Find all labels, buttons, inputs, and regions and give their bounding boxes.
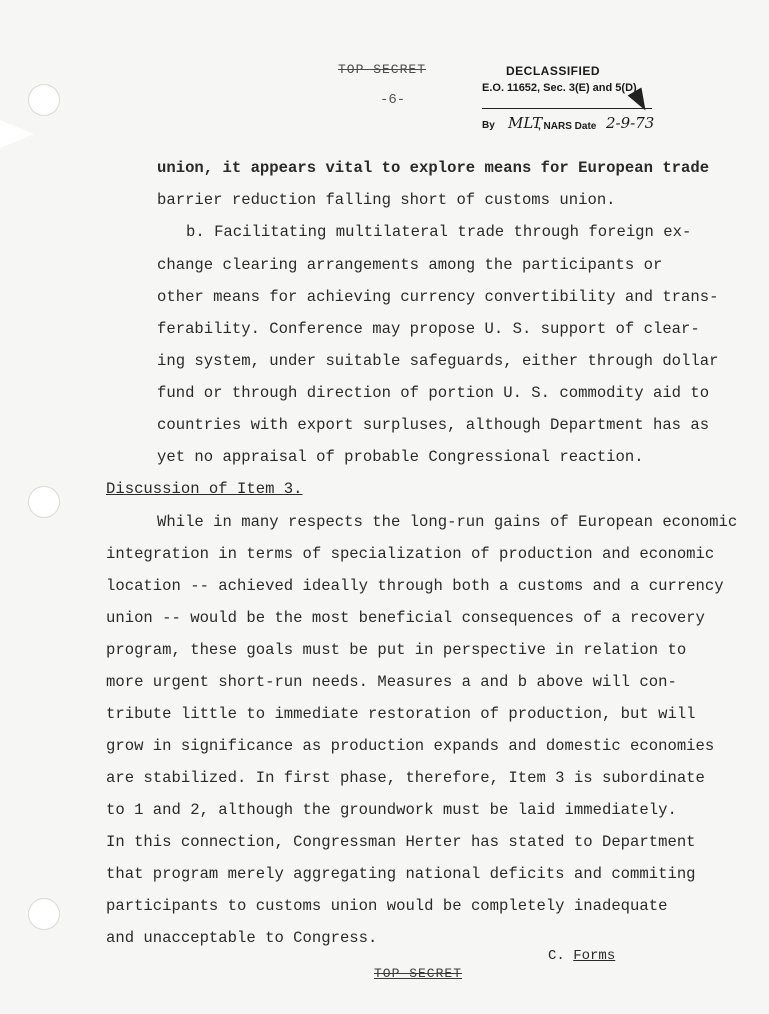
- next-section-prefix: C.: [548, 948, 565, 964]
- footer-classification: TOP SECRET: [374, 966, 463, 981]
- discussion-line: program, these goals must be put in perspective in relation to: [106, 641, 687, 659]
- stamp-date: 2-9-73: [606, 114, 655, 132]
- discussion-line: participants to customs union would be completely inadequate: [106, 897, 668, 915]
- body-line: countries with export surpluses, although Department has as: [157, 416, 710, 434]
- body-line: union, it appears vital to explore means for European trade: [157, 159, 710, 177]
- stamp-title: DECLASSIFIED: [506, 64, 601, 78]
- body-line: ing system, under suitable safeguards, either through dollar: [157, 352, 719, 370]
- body-line: ferability. Conference may propose U. S. support of clear-: [157, 320, 700, 338]
- header-classification: TOP SECRET: [338, 62, 427, 77]
- discussion-line: integration in terms of specialization of production and economic: [106, 545, 715, 563]
- discussion-line: location -- achieved ideally through both a customs and a currency: [106, 577, 724, 595]
- next-section-word: Forms: [573, 948, 616, 964]
- body-line: yet no appraisal of probable Congressional reaction.: [157, 448, 644, 466]
- discussion-line: and unacceptable to Congress.: [106, 929, 378, 947]
- section-heading: Discussion of Item 3.: [106, 480, 303, 498]
- stamp-by-label: By: [482, 120, 495, 131]
- page-number: -6-: [380, 92, 406, 108]
- stamp-nars-label: , NARS Date: [538, 121, 597, 132]
- next-section-reference: [548, 948, 615, 964]
- discussion-line: union -- would be the most beneficial consequences of a recovery: [106, 609, 705, 627]
- punch-hole: [28, 486, 60, 518]
- discussion-line: tribute little to immediate restoration of production, but will: [106, 705, 696, 723]
- punch-hole: [28, 898, 60, 930]
- discussion-line: In this connection, Congressman Herter has stated to Department: [106, 833, 696, 851]
- stamp-authority: E.O. 11652, Sec. 3(E) and 5(D): [482, 82, 637, 94]
- page-corner-fold: [0, 120, 34, 148]
- punch-hole: [28, 84, 60, 116]
- body-line: other means for achieving currency convertibility and trans-: [157, 288, 719, 306]
- discussion-line: more urgent short-run needs. Measures a and b above will con-: [106, 673, 677, 691]
- stamp-rule: [482, 108, 652, 109]
- body-line: change clearing arrangements among the participants or: [157, 256, 663, 274]
- stamp-signature: MLT: [508, 114, 543, 132]
- body-line: fund or through direction of portion U. S. commodity aid to: [157, 384, 710, 402]
- discussion-line: While in many respects the long-run gains of European economic: [157, 513, 738, 531]
- body-line: barrier reduction falling short of customs union.: [157, 191, 616, 209]
- discussion-line: to 1 and 2, although the groundwork must be laid immediately.: [106, 801, 677, 819]
- body-line: b. Facilitating multilateral trade through foreign ex-: [186, 223, 692, 241]
- discussion-line: are stabilized. In first phase, therefore, Item 3 is subordinate: [106, 769, 705, 787]
- discussion-line: grow in significance as production expands and domestic economies: [106, 737, 715, 755]
- declassification-stamp: [482, 64, 687, 140]
- discussion-line: that program merely aggregating national deficits and commiting: [106, 865, 696, 883]
